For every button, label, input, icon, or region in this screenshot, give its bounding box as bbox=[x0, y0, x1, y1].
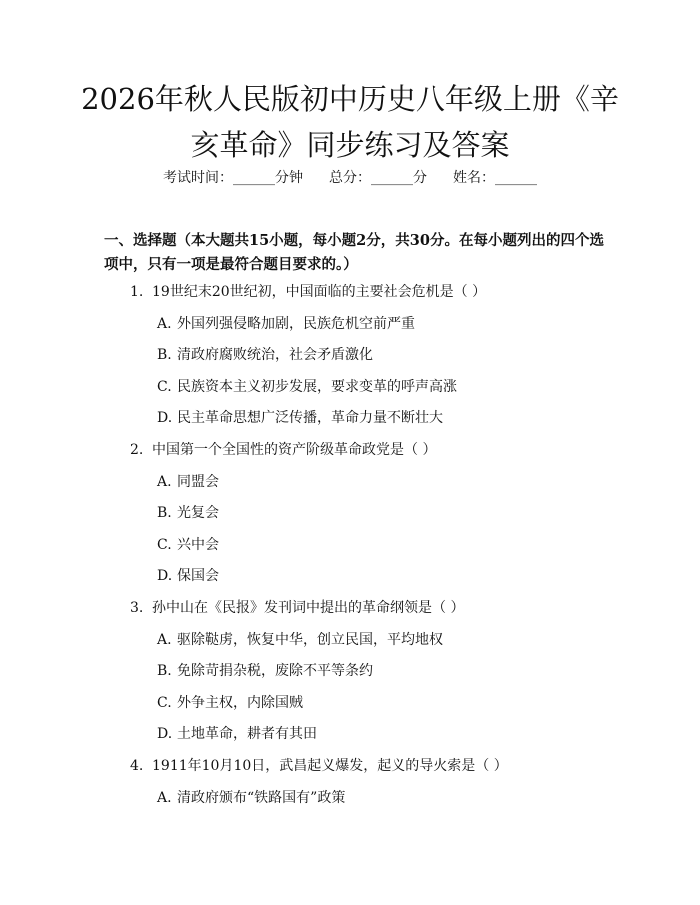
option-text: 土地革命，耕者有其田 bbox=[177, 726, 317, 742]
option-text: 民族资本主义初步发展，要求变革的呼声高涨 bbox=[177, 379, 457, 395]
question-text: 1911年10月10日，武昌起义爆发，起义的导火索是（ ） bbox=[152, 758, 508, 774]
option-2a bbox=[157, 472, 219, 492]
question-3 bbox=[130, 598, 464, 618]
option-1b bbox=[157, 345, 373, 365]
option-letter: A. bbox=[157, 316, 172, 332]
option-2b bbox=[157, 503, 219, 523]
exam-time-field: 考试时间：______分钟 bbox=[163, 170, 303, 186]
question-4 bbox=[130, 756, 508, 776]
option-letter: D. bbox=[157, 568, 173, 584]
document-title: 2026年秋人民版初中历史八年级上册《辛亥革命》同步练习及答案 bbox=[81, 82, 619, 162]
option-letter: A. bbox=[157, 632, 172, 648]
option-letter: C. bbox=[157, 695, 172, 711]
name-field: 姓名：______ bbox=[453, 170, 537, 186]
question-text: 孙中山在《民报》发刊词中提出的革命纲领是（ ） bbox=[152, 600, 465, 616]
option-letter: C. bbox=[157, 379, 172, 395]
option-letter: A. bbox=[157, 474, 172, 490]
option-text: 清政府颁布“铁路国有”政策 bbox=[177, 790, 346, 806]
option-letter: B. bbox=[157, 347, 172, 363]
option-2d bbox=[157, 566, 219, 586]
option-letter: D. bbox=[157, 726, 173, 742]
option-text: 同盟会 bbox=[177, 474, 219, 490]
option-text: 外国列强侵略加剧，民族危机空前严重 bbox=[177, 316, 415, 332]
option-3d bbox=[157, 724, 317, 744]
option-text: 免除苛捐杂税，废除不平等条约 bbox=[177, 663, 373, 679]
option-text: 民主革命思想广泛传播，革命力量不断壮大 bbox=[177, 410, 443, 426]
option-2c bbox=[157, 535, 219, 555]
option-1c bbox=[157, 377, 457, 397]
option-3c bbox=[157, 693, 303, 713]
option-letter: B. bbox=[157, 663, 172, 679]
question-number: 1. bbox=[130, 284, 144, 300]
question-number: 2. bbox=[130, 442, 144, 458]
question-number: 4. bbox=[130, 758, 144, 774]
question-number: 3. bbox=[130, 600, 144, 616]
question-1 bbox=[130, 282, 486, 302]
option-letter: A. bbox=[157, 790, 172, 806]
section-heading: 一、选择题（本大题共15小题，每小题2分，共30分。在每小题列出的四个选项中，只有一项是最符合题目要求的。） bbox=[104, 232, 604, 273]
exam-meta-line bbox=[0, 168, 700, 188]
option-text: 驱除鞑虏，恢复中华，创立民国，平均地权 bbox=[177, 632, 443, 648]
option-1d bbox=[157, 408, 443, 428]
option-text: 保国会 bbox=[177, 568, 219, 584]
option-3b bbox=[157, 661, 373, 681]
option-3a bbox=[157, 630, 443, 650]
question-text: 中国第一个全国性的资产阶级革命政党是（ ） bbox=[152, 442, 437, 458]
option-text: 兴中会 bbox=[177, 537, 219, 553]
question-text: 19世纪末20世纪初，中国面临的主要社会危机是（ ） bbox=[152, 284, 487, 300]
option-letter: B. bbox=[157, 505, 172, 521]
option-4a bbox=[157, 788, 345, 808]
option-text: 清政府腐败统治，社会矛盾激化 bbox=[177, 347, 373, 363]
total-score-field: 总分：______分 bbox=[329, 170, 427, 186]
option-text: 外争主权，内除国贼 bbox=[177, 695, 303, 711]
option-text: 光复会 bbox=[177, 505, 219, 521]
question-2 bbox=[130, 440, 436, 460]
option-letter: C. bbox=[157, 537, 172, 553]
option-letter: D. bbox=[157, 410, 173, 426]
option-1a bbox=[157, 314, 415, 334]
